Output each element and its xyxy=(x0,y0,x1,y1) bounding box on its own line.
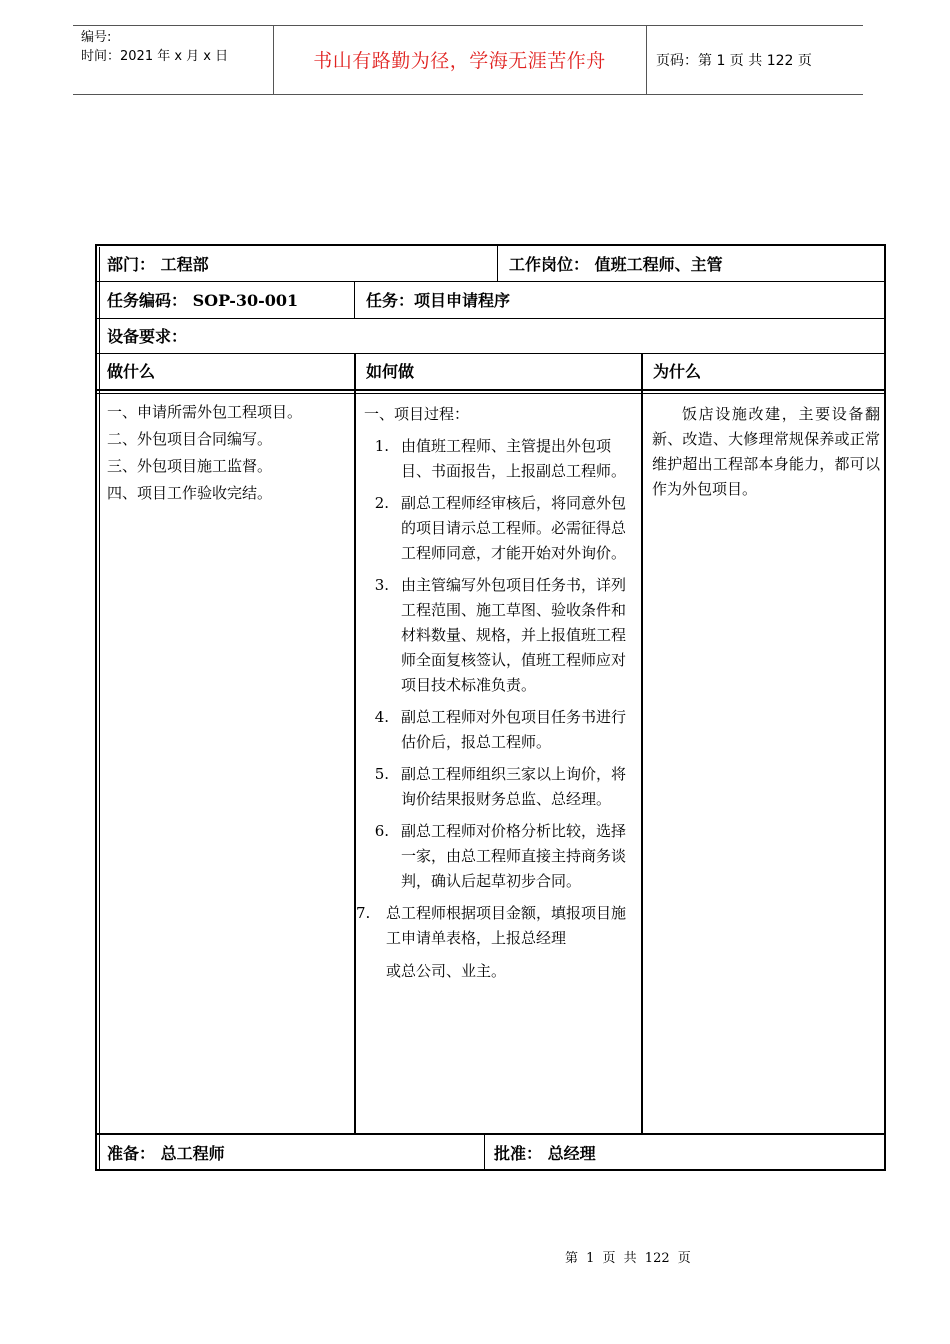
step-number: 7. xyxy=(356,904,371,922)
header-meta xyxy=(81,28,273,66)
approved-cell: 批准： 总经理 xyxy=(494,1144,596,1163)
step-text: 由值班工程师、主管提出外包项目、书面报告，上报副总工程师。 xyxy=(401,437,627,480)
header-divider xyxy=(646,26,647,94)
column-header-why: 为什么 xyxy=(653,362,702,381)
table-inner-line xyxy=(99,247,100,281)
header-page-info: 页码：第 1 页 共 122 页 xyxy=(656,53,812,69)
list-item: 二、外包项目合同编写。 xyxy=(107,430,273,448)
page-header xyxy=(73,25,863,95)
step-text: 副总工程师经审核后，将同意外包的项目请示总工程师。必需征得总工程师同意，才能开始对外询价。 xyxy=(401,494,627,562)
list-item xyxy=(364,762,639,812)
table-col-line xyxy=(641,354,643,1134)
list-item xyxy=(364,819,639,894)
table-border-left xyxy=(95,244,97,1171)
table-row-line xyxy=(97,393,884,394)
document-number-label: 编号: xyxy=(81,30,112,45)
position-cell: 工作岗位： 值班工程师、主管 xyxy=(509,255,723,274)
task-cell: 任务：项目申请程序 xyxy=(366,291,511,310)
step-text: 副总工程师对外包项目任务书进行估价后，报总工程师。 xyxy=(401,708,627,751)
table-col-line xyxy=(354,354,356,1134)
table-row-line xyxy=(97,281,884,282)
what-list xyxy=(107,399,352,507)
how-tail: 或总公司、业主。 xyxy=(386,962,507,980)
document-time: 时间：2021 年 x 月 x 日 xyxy=(81,49,229,64)
list-item xyxy=(364,491,639,566)
step-number: 5. xyxy=(374,765,389,783)
list-item xyxy=(364,434,639,484)
table-row-line xyxy=(97,318,884,319)
table-col-line xyxy=(497,246,498,281)
task-code-cell: 任务编码： SOP-30-001 xyxy=(107,291,299,310)
department-cell: 部门： 工程部 xyxy=(107,255,209,274)
column-header-how: 如何做 xyxy=(366,362,415,381)
list-item: 一、申请所需外包工程项目。 xyxy=(107,403,303,421)
step-text: 副总工程师对价格分析比较，选择一家，由总工程师直接主持商务谈判，确认后起草初步合同。 xyxy=(401,822,627,890)
table-inner-line xyxy=(99,281,100,1169)
how-steps xyxy=(356,402,639,984)
table-col-line xyxy=(484,1135,485,1170)
step-text: 由主管编写外包项目任务书，详列工程范围、施工草图、验收条件和材料数量、规格，并上报值班工程师全面复核签认，值班工程师应对项目技术标准负责。 xyxy=(401,576,627,694)
step-number: 4. xyxy=(374,708,389,726)
table-row-line xyxy=(97,1133,884,1135)
step-number: 2. xyxy=(374,494,389,512)
prepared-cell: 准备： 总工程师 xyxy=(107,1144,225,1163)
equipment-cell: 设备要求： xyxy=(107,327,188,346)
header-motto: 书山有路勤为径，学海无涯苦作舟 xyxy=(313,50,606,72)
table-border-right xyxy=(884,244,886,1171)
step-text: 副总工程师组织三家以上询价，将询价结果报财务总监、总经理。 xyxy=(401,765,627,808)
page-footer: 第 1 页 共 122 页 xyxy=(565,1251,691,1266)
step-number: 1. xyxy=(374,437,389,455)
list-item xyxy=(356,901,639,951)
column-header-what: 做什么 xyxy=(107,362,156,381)
step-text: 总工程师根据项目金额，填报项目施工申请单表格，上报总经理 xyxy=(386,904,627,947)
table-col-line xyxy=(354,282,355,318)
list-item: 三、外包项目施工监督。 xyxy=(107,457,273,475)
table-border-bottom xyxy=(95,1169,886,1171)
step-number: 3. xyxy=(374,576,389,594)
table-row-line xyxy=(97,389,884,391)
table-row-line xyxy=(97,353,884,354)
list-item xyxy=(364,573,639,698)
list-item xyxy=(364,705,639,755)
step-number: 6. xyxy=(374,822,389,840)
why-text: 饭店设施改建，主要设备翻新、改造、大修理常规保养或正常维护超出工程部本身能力，都可以作为外包项目。 xyxy=(652,405,880,498)
list-item: 四、项目工作验收完结。 xyxy=(107,484,273,502)
how-intro: 一、项目过程： xyxy=(364,405,470,423)
table-border-top xyxy=(95,244,886,246)
